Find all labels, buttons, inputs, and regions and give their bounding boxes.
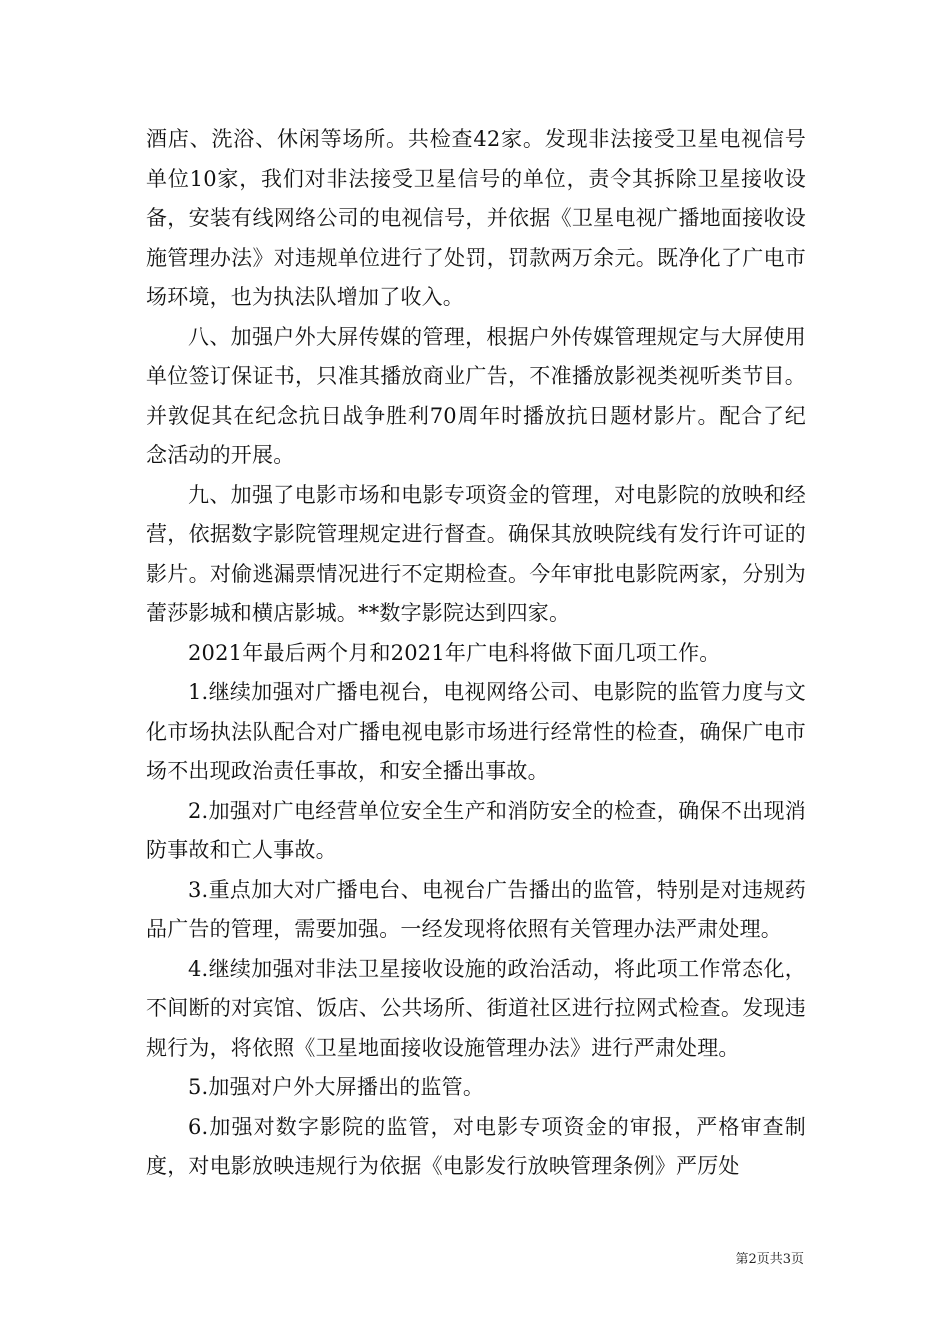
document-body: [146, 120, 806, 1187]
paragraph-item-6: 6.加强对数字影院的监管，对电影专项资金的审报，严格审查制度，对电影放映违规行为依据《电影发行放映管理条例》严厉处: [146, 1114, 806, 1178]
paragraph-continuation: 酒店、洗浴、休闲等场所。共检查42家。发现非法接受卫星电视信号单位10家，我们对非法接受卫星信号的单位，责令其拆除卫星接收设备，安装有线网络公司的电视信号，并依据《卫星电视广播地面接收设施管理办法》对违规单位进行了处罚，罚款两万余元。既净化了广电市场环境，也为执法队增加了收入。: [146, 127, 806, 309]
paragraph-item-3: 3.重点加大对广播电台、电视台广告播出的监管，特别是对违规药品广告的管理，需要加强。一经发现将依照有关管理办法严肃处理。: [146, 877, 806, 941]
paragraph-item-5: 5.加强对户外大屏播出的监管。: [188, 1075, 485, 1099]
paragraph-item-1: 1.继续加强对广播电视台，电视网络公司、电影院的监管力度与文化市场执法队配合对广播电视电影市场进行经常性的检查，确保广电市场不出现政治责任事故，和安全播出事故。: [146, 680, 806, 783]
paragraph-item-2: 2.加强对广电经营单位安全生产和消防安全的检查，确保不出现消防事故和亡人事故。: [146, 798, 806, 862]
paragraph-item-4: 4.继续加强对非法卫星接收设施的政治活动，将此项工作常态化，不间断的对宾馆、饭店、公共场所、街道社区进行拉网式检查。发现违规行为，将依照《卫星地面接收设施管理办法》进行严肃处理。: [146, 956, 806, 1060]
paragraph-section-9: 九、加强了电影市场和电影专项资金的管理，对电影院的放映和经营，依据数字影院管理规定进行督查。确保其放映院线有发行许可证的影片。对偷逃漏票情况进行不定期检查。今年审批电影院两家，分别为蕾莎影城和横店影城。**数字影院达到四家。: [146, 482, 806, 625]
paragraph-section-8: 八、加强户外大屏传媒的管理，根据户外传媒管理规定与大屏使用单位签订保证书，只准其播放商业广告，不准播放影视类视听类节目。并敦促其在纪念抗日战争胜利70周年时播放抗日题材影片。配合了纪念活动的开展。: [146, 324, 806, 467]
paragraph-plan-intro: 2021年最后两个月和2021年广电科将做下面几项工作。: [188, 640, 721, 665]
page-number-footer: 第2页共3页: [735, 1252, 804, 1267]
